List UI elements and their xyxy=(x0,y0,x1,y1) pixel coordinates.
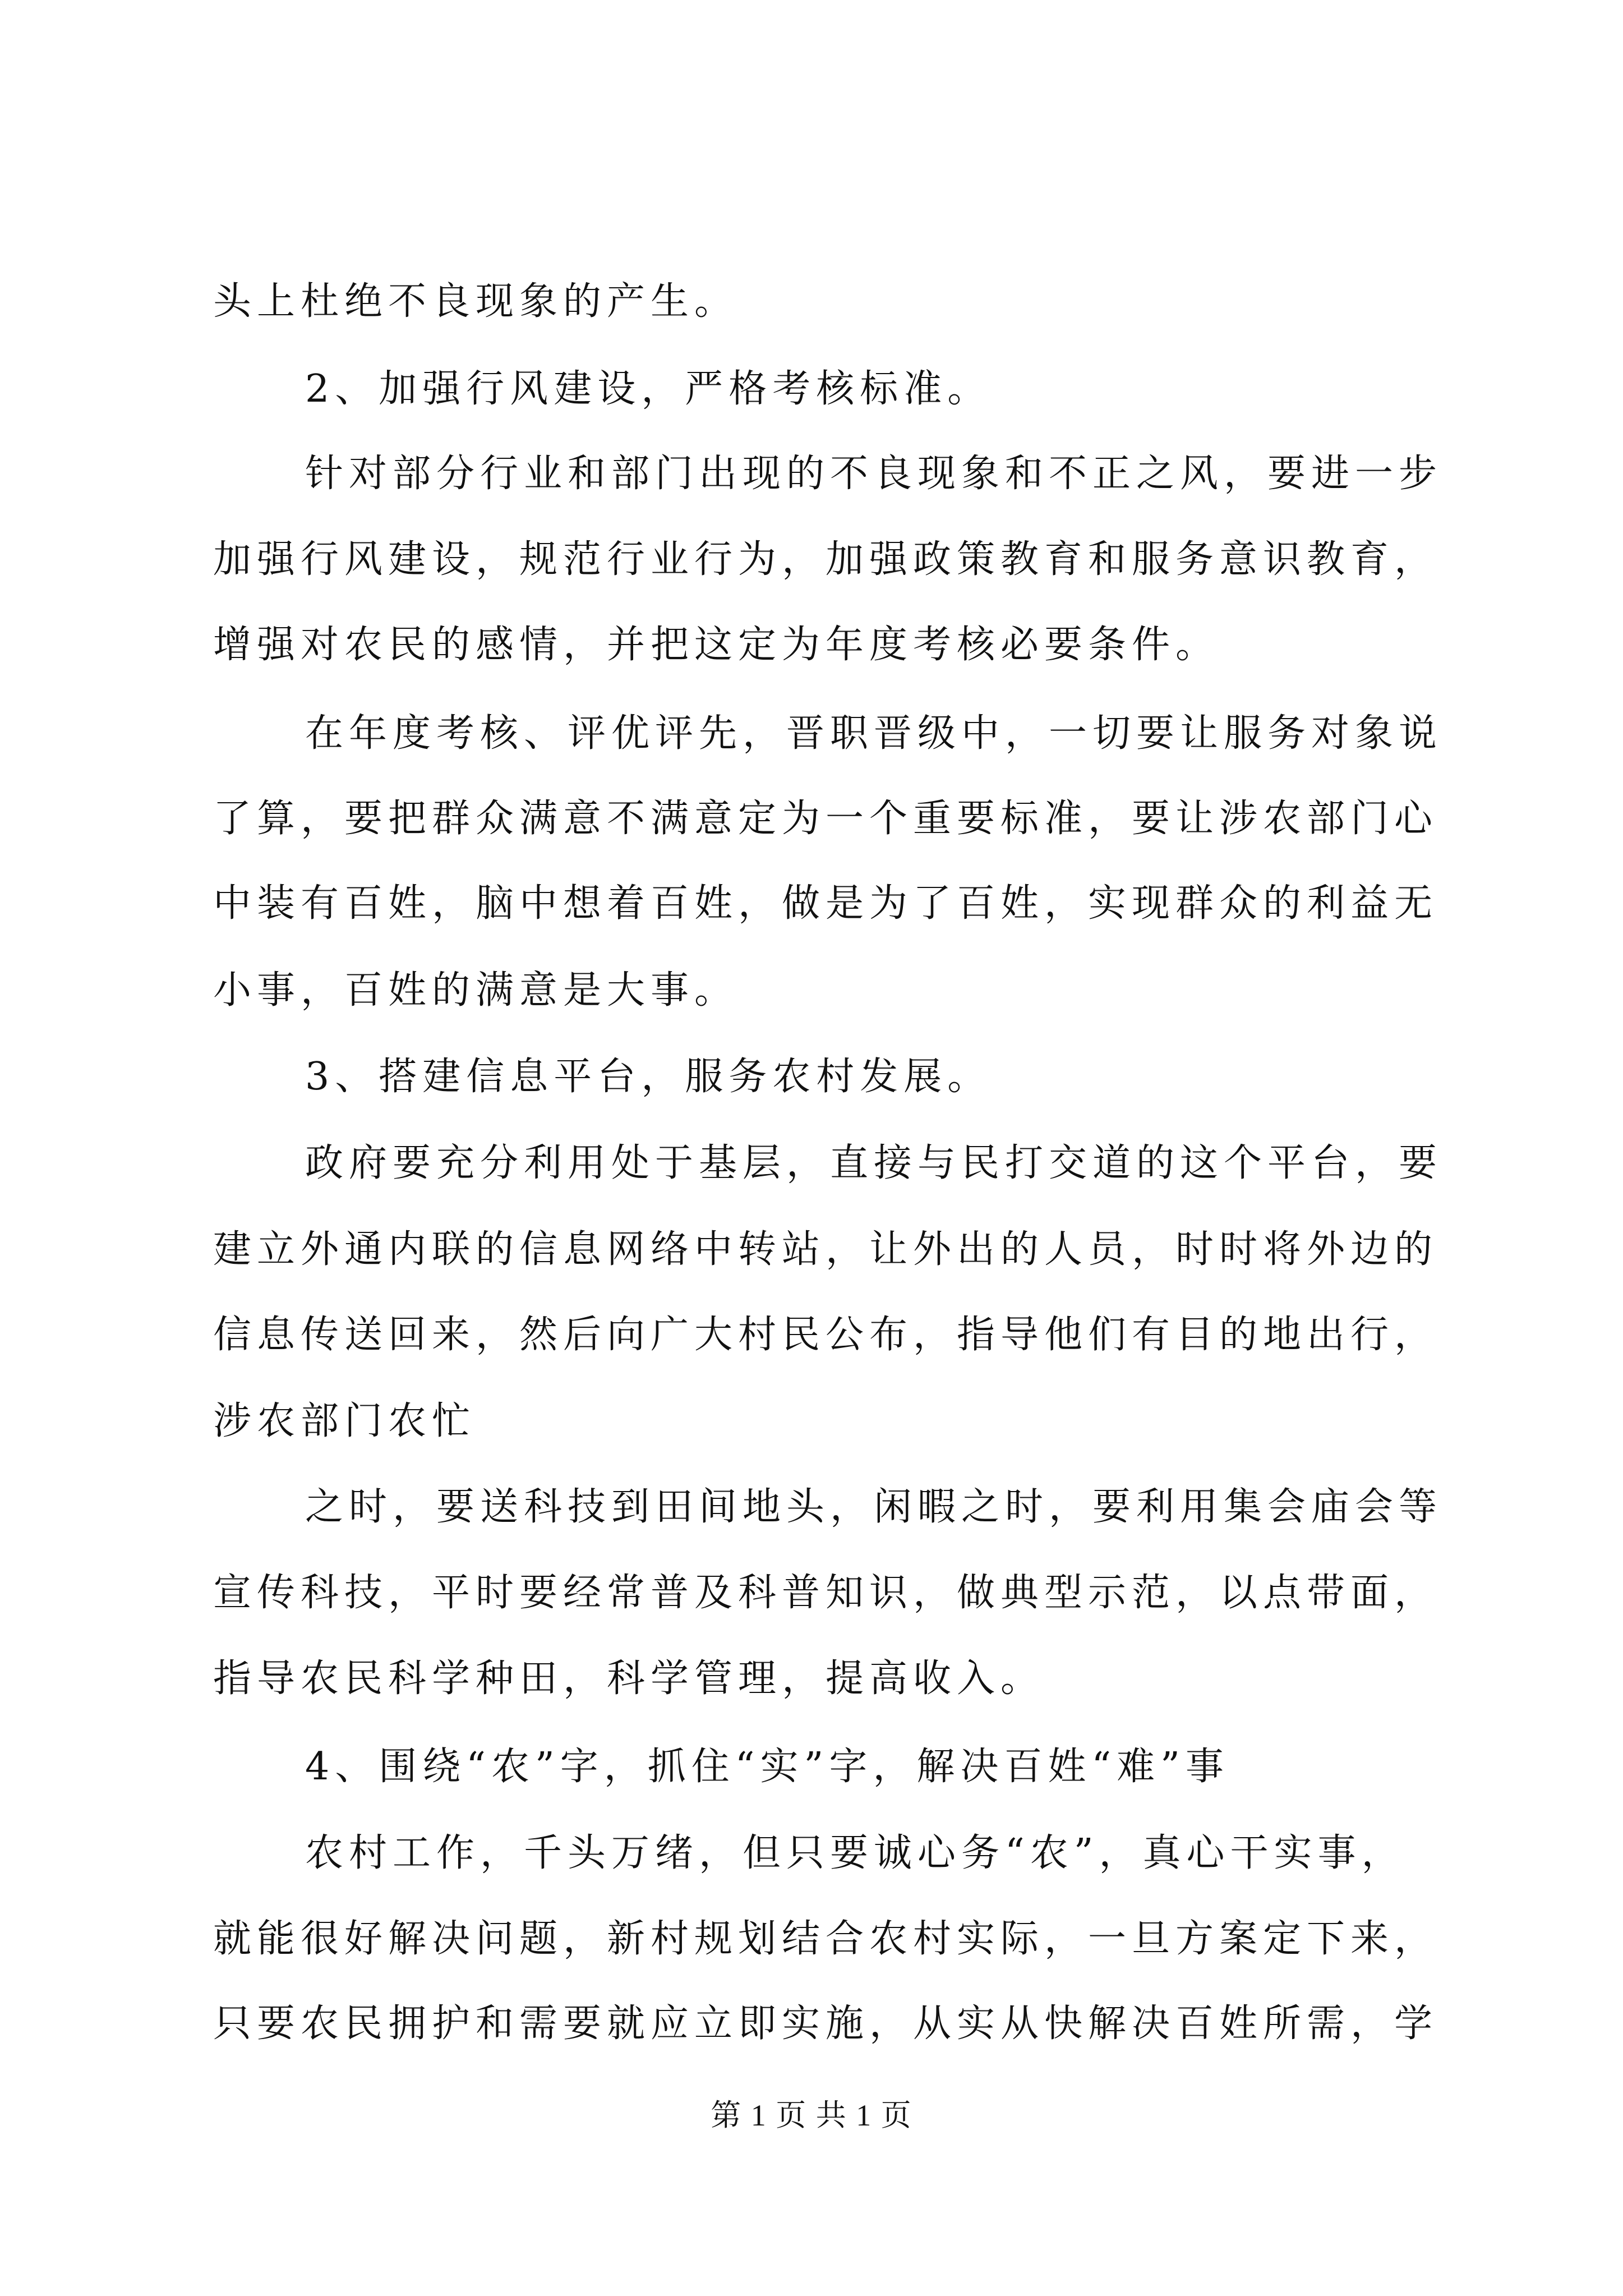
text-line: 农村工作，千头万绪，但只要诚心务“农”，真心干实事， xyxy=(305,1831,1405,1875)
text-line: 建立外通内联的信息网络中转站，让外出的人员，时时将外边的 xyxy=(213,1227,1438,1272)
text-line: 增强对农民的感情，并把这定为年度考核必要条件。 xyxy=(213,623,1220,667)
text-line: 就能很好解决问题，新村规划结合农村实际，一旦方案定下来， xyxy=(213,1917,1438,1961)
text-line: 在年度考核、评优评先，晋职晋级中，一切要让服务对象说 xyxy=(305,711,1443,756)
text-line: 针对部分行业和部门出现的不良现象和不正之风，要进一步 xyxy=(305,452,1443,496)
text-line: 宣传科技，平时要经常普及科普知识，做典型示范，以点带面， xyxy=(213,1571,1438,1615)
text-line: 政府要充分利用处于基层，直接与民打交道的这个平台，要 xyxy=(305,1141,1443,1185)
text-line: 指导农民科学种田，科学管理，提高收入。 xyxy=(213,1657,1045,1701)
text-line: 小事，百姓的满意是大事。 xyxy=(213,968,739,1013)
text-line: 信息传送回来，然后向广大村民公布，指导他们有目的地出行， xyxy=(213,1313,1438,1357)
page-number-footer: 第 1 页 共 1 页 xyxy=(711,2099,912,2132)
text-line: 加强行风建设，规范行业行为，加强政策教育和服务意识教育， xyxy=(213,537,1438,582)
section-heading: 3、搭建信息平台，服务农村发展。 xyxy=(305,1055,992,1099)
text-line: 了算，要把群众满意不满意定为一个重要标准，要让涉农部门心 xyxy=(213,797,1438,841)
section-heading: 2、加强行风建设，严格考核标准。 xyxy=(305,367,992,411)
text-line: 涉农部门农忙 xyxy=(213,1399,476,1443)
text-line: 头上杜绝不良现象的产生。 xyxy=(213,279,739,324)
text-line: 之时，要送科技到田间地头，闲暇之时，要利用集会庙会等 xyxy=(305,1485,1443,1529)
text-line: 只要农民拥护和需要就应立即实施，从实从快解决百姓所需，学 xyxy=(213,2001,1438,2046)
text-line: 中装有百姓，脑中想着百姓，做是为了百姓，实现群众的利益无 xyxy=(213,881,1438,926)
section-heading: 4、围绕“农”字，抓住“实”字，解决百姓“难”事 xyxy=(305,1745,1229,1789)
